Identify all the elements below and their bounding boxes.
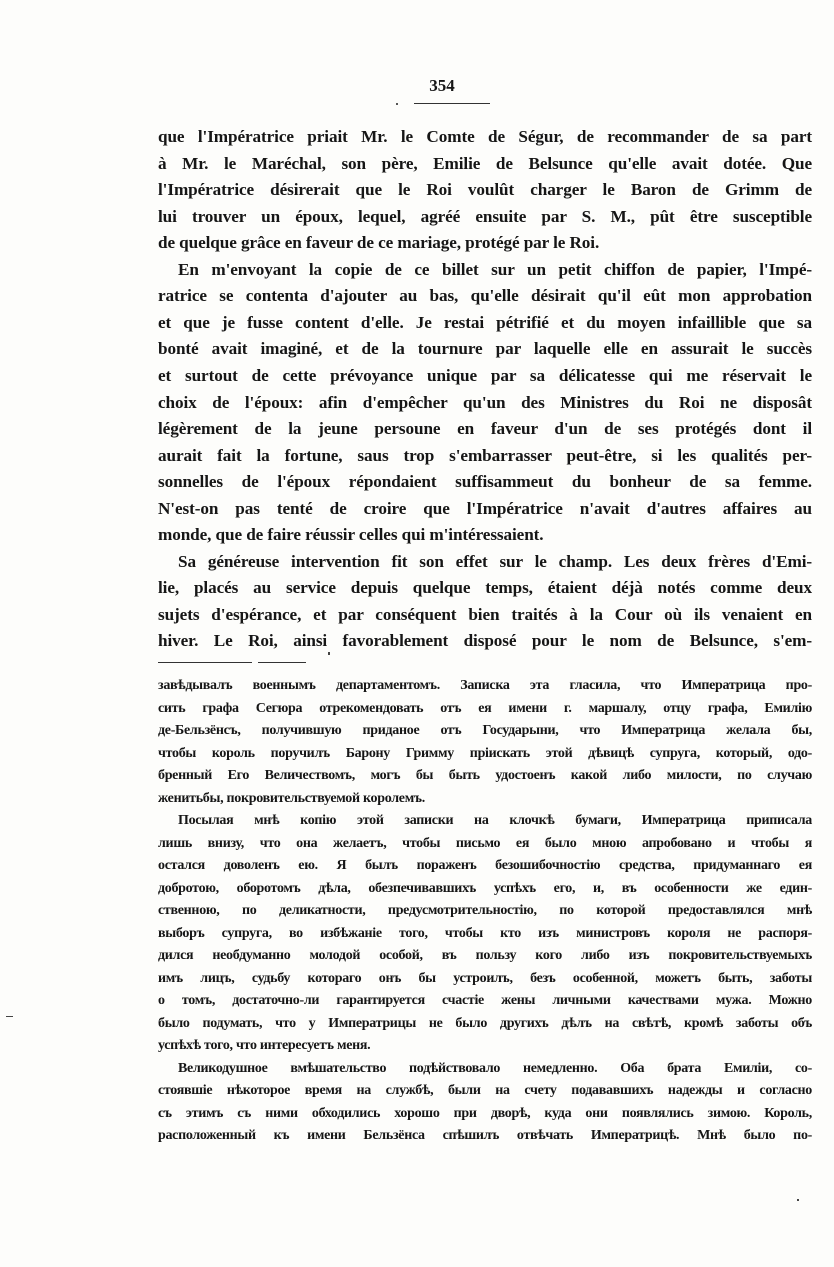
text-line: о томъ, достаточно-ли гарантируется счастіе жены личными качествами мужа. Можно [158,993,812,1008]
text-line: Посылая мнѣ копію этой записки на клочкѣ бумаги, Императрица приписала [178,813,812,828]
text-line: Великодушное вмѣшательство подѣйствовало немедленно. Оба брата Емиліи, со- [178,1060,812,1076]
text-line: завѣдывалъ военнымъ департаментомъ. Записка эта гласила, что Императрица про- [158,678,812,693]
text-line: sujets d'espérance, et par conséquent bien traités à la Cour où ils venaient en [158,604,812,624]
scan-speck [6,1016,13,1017]
text-line: En m'envoyant la copie de ce billet sur un petit chiffon de papier, l'Impé- [178,259,812,279]
text-line: бренный Его Величествомъ, могъ бы быть удостоенъ какой либо милости, по случаю [158,768,812,783]
text-line: et surtout de cette prévoyance unique par sa délicatesse qui me réservait le [158,365,812,385]
text-line: lui trouver un époux, lequel, agréé ensuite par S. M., pût être susceptible [158,206,812,226]
header-rule [414,103,490,104]
text-line: дился необдуманно молодой особой, въ пользу кого либо изъ покровительствуемыхъ [158,948,812,963]
text-line: ственною, по деликатности, предусмотрительностію, по которой предоставлялся мнѣ [158,903,812,918]
text-line: légèrement de la jeune persoune en faveur d'un de ses protégés dont il [158,419,812,439]
scan-speck [328,652,330,655]
text-line: съ этимъ съ ними обходились хорошо при дворѣ, куда они появлялись зимою. Король, [158,1105,812,1121]
text-line: имъ лицъ, судьбу котораго онъ бы устроилъ, безъ особенной, можетъ быть, заботы [158,970,812,986]
text-line: Sa généreuse intervention fit son effet sur le champ. Les deux frères d'Emi- [178,551,812,571]
text-line: сить графа Сегюра отрекомендовать отъ ея имени г. маршалу, отцу графа, Емилію [158,700,812,716]
text-line: стоявшіе нѣкоторое время на службѣ, были на счету подававшихъ надежды и согласно [158,1083,812,1098]
text-line: choix de l'époux: afin d'empêcher qu'un des Ministres du Roi ne disposât [158,392,812,412]
text-line: лишь внизу, что она желаетъ, чтобы письмо ея было мною апробовано и чтобы я [158,835,812,851]
text-line: расположенный къ имени Бельзёнса спѣшилъ отвѣчать Императрицѣ. Мнѣ было по- [158,1128,812,1143]
text-line: успѣхѣ того, что интересуетъ меня. [158,1038,371,1053]
text-line: lie, placés au service depuis quelque temps, étaient déjà notés comme deux [158,578,812,598]
text-line: hiver. Le Roi, ainsi favorablement disposé pour le nom de Belsunce, s'em- [158,631,812,651]
header-speck [396,103,398,105]
text-line: bonté avait imaginé, et de la tournure par laquelle elle en assurait le succès [158,339,812,359]
text-line: было подумать, что у Императрицы не было другихъ дѣлъ на свѣтѣ, кромѣ заботы объ [158,1015,812,1031]
text-line: выборъ супруга, во избѣжаніе того, чтобы кто изъ министровъ короля не распоря- [158,925,812,941]
text-line: et que je fusse content d'elle. Je restai pétrifié et du moyen infaillible que sa [158,312,812,332]
text-line: à Mr. le Maréchal, son père, Emilie de Belsunce qu'elle avait dotée. Que [158,153,812,173]
text-line: ratrice se contenta d'ajouter au bas, qu'elle désirait qu'il eût mon approbation [158,286,812,306]
footnote-separator-rule [158,662,306,663]
text-line: aurait fait la fortune, saus trop s'embarrasser peut-être, si les qualités per- [158,445,812,465]
text-line: N'est-on pas tenté de croire que l'Impératrice n'avait d'autres affaires au [158,498,812,518]
text-line: чтобы король поручилъ Барону Гримму пріискать этой дѣвицѣ супруга, который, одо- [158,745,812,761]
text-line: женитьбы, покровительствуемой королемъ. [158,790,425,806]
page-number: 354 [429,76,455,95]
text-line: de quelque grâce en faveur de ce mariage, protégé par le Roi. [158,233,600,253]
text-line: добротою, оборотомъ дѣла, обезпечивавшихъ успѣхъ его, и, въ особенности же един- [158,880,812,896]
text-line: monde, que de faire réussir celles qui m'intéressaient. [158,525,544,545]
footnote-rule-gap [252,662,258,663]
scan-speck [797,1199,799,1201]
text-line: l'Impératrice désirerait que le Roi voulût charger le Baron de Grimm de [158,180,812,200]
text-line: де-Бельзёнсъ, получившую приданое отъ Государыни, что Императрица желала бы, [158,723,812,738]
text-line: остался доволенъ ею. Я былъ пораженъ безошибочностію средства, придуманнаго ея [158,858,812,873]
text-line: que l'Impératrice priait Mr. le Comte de Ségur, de recommander de sa part [158,127,812,146]
text-line: sonnelles de l'époux répondaient suffisammeut du bonheur de sa femme. [158,472,812,492]
